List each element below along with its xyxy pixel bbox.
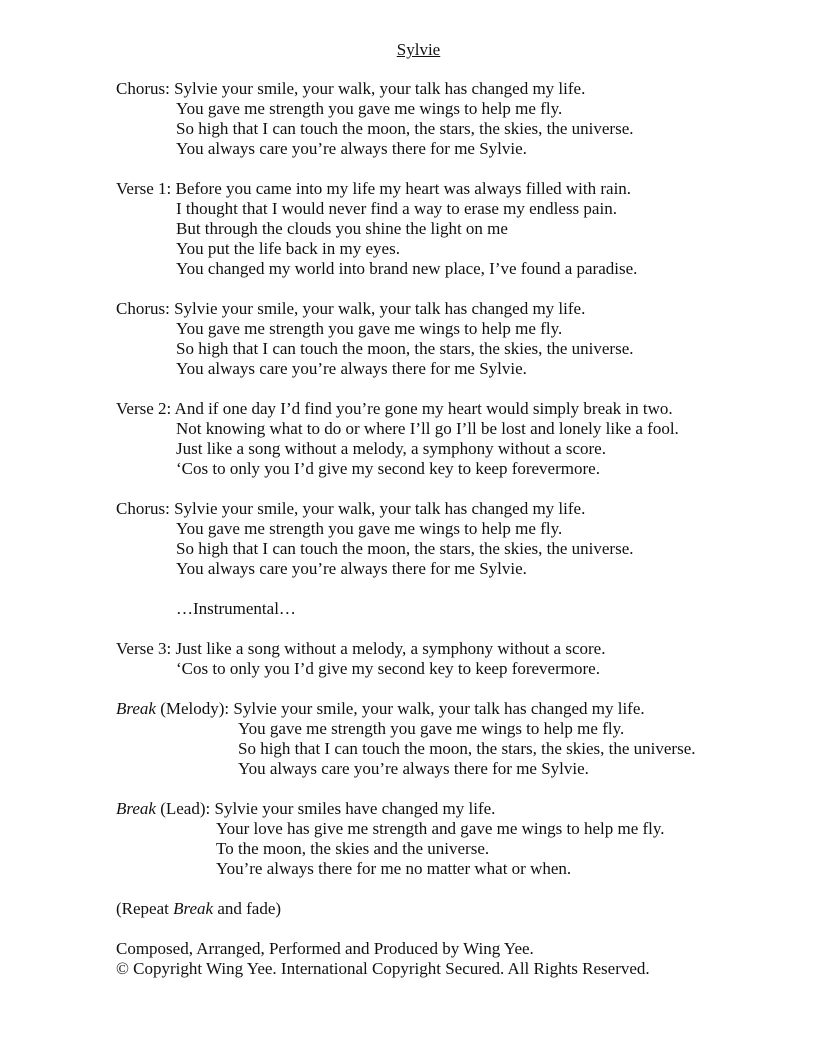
repeat-post: and fade) xyxy=(213,899,282,918)
break-lead-label-rest: (Lead): xyxy=(155,799,215,818)
verse-3-line-2: ‘Cos to only you I’d give my second key to keep forevermore. xyxy=(176,659,600,678)
chorus-line-2: You gave me strength you gave me wings to help me fly. xyxy=(176,319,563,338)
lyrics-body xyxy=(116,79,696,979)
verse-2-line-1 xyxy=(116,399,696,419)
break-melody-line-2: You gave me strength you gave me wings to help me fly. xyxy=(238,719,625,738)
verse-3-line-1 xyxy=(116,639,696,659)
repeat-pre: (Repeat xyxy=(116,899,174,918)
chorus-line-4: You always care you’re always there for me Sylvie. xyxy=(176,559,527,578)
break-melody-text: Sylvie your smile, your walk, your talk has changed my life. xyxy=(233,699,645,718)
chorus-line-3: So high that I can touch the moon, the stars, the skies, the universe. xyxy=(176,339,634,358)
break-lead-line-2: Your love has give me strength and gave me wings to help me fly. xyxy=(216,819,665,838)
break-lead-line-3: To the moon, the skies and the universe. xyxy=(216,839,490,858)
verse-1-line-5: You changed my world into brand new place, I’ve found a paradise. xyxy=(176,259,638,278)
break-lead-label-em: Break xyxy=(116,799,156,818)
verse-3-text: Just like a song without a melody, a symphony without a score. xyxy=(175,639,606,658)
chorus-text: Sylvie your smile, your walk, your talk has changed my life. xyxy=(174,499,586,518)
chorus-line-3: So high that I can touch the moon, the stars, the skies, the universe. xyxy=(176,539,634,558)
chorus-line-4: You always care you’re always there for me Sylvie. xyxy=(176,139,527,158)
verse-2-label: Verse 2: xyxy=(116,399,172,418)
break-melody-section xyxy=(116,699,696,779)
instrumental-text: …Instrumental… xyxy=(176,599,296,618)
verse-2-line-4: ‘Cos to only you I’d give my second key to keep forevermore. xyxy=(176,459,600,478)
chorus-label: Chorus: xyxy=(116,299,170,318)
verse-2-text: And if one day I’d find you’re gone my heart would simply break in two. xyxy=(174,399,673,418)
verse-1-line-4: You put the life back in my eyes. xyxy=(176,239,400,258)
verse-2-line-2: Not knowing what to do or where I’ll go I’ll be lost and lonely like a fool. xyxy=(176,419,679,438)
chorus-line-4: You always care you’re always there for me Sylvie. xyxy=(176,359,527,378)
chorus-line-2: You gave me strength you gave me wings to help me fly. xyxy=(176,519,563,538)
repeat-section xyxy=(116,899,696,919)
break-lead-line-1 xyxy=(116,799,696,819)
chorus-section-1 xyxy=(116,79,696,159)
break-melody-line-4: You always care you’re always there for me Sylvie. xyxy=(238,759,589,778)
verse-1-line-2: I thought that I would never find a way to erase my endless pain. xyxy=(176,199,617,218)
break-melody-line-1 xyxy=(116,699,696,719)
break-melody-label-em: Break xyxy=(116,699,156,718)
chorus-section-2 xyxy=(116,299,696,379)
credits-composed: Composed, Arranged, Performed and Produced by Wing Yee. xyxy=(116,939,534,958)
break-melody-line-3: So high that I can touch the moon, the stars, the skies, the universe. xyxy=(238,739,696,758)
chorus-label: Chorus: xyxy=(116,79,170,98)
chorus-line-1 xyxy=(116,299,696,319)
chorus-label: Chorus: xyxy=(116,499,170,518)
credits xyxy=(116,939,696,979)
verse-1-label: Verse 1: xyxy=(116,179,172,198)
break-lead-line-4: You’re always there for me no matter what or when. xyxy=(216,859,572,878)
verse-2-section xyxy=(116,399,696,479)
verse-3-section xyxy=(116,639,696,679)
break-lead-section xyxy=(116,799,696,879)
verse-3-label: Verse 3: xyxy=(116,639,172,658)
break-lead-text: Sylvie your smiles have changed my life. xyxy=(214,799,496,818)
credits-copyright: © Copyright Wing Yee. International Copyright Secured. All Rights Reserved. xyxy=(116,959,650,978)
verse-1-line-3: But through the clouds you shine the light on me xyxy=(176,219,508,238)
chorus-section-3 xyxy=(116,499,696,579)
repeat-note xyxy=(116,899,696,919)
verse-2-line-3: Just like a song without a melody, a symphony without a score. xyxy=(176,439,606,458)
chorus-text: Sylvie your smile, your walk, your talk has changed my life. xyxy=(174,79,586,98)
chorus-line-3: So high that I can touch the moon, the stars, the skies, the universe. xyxy=(176,119,634,138)
repeat-em: Break xyxy=(173,899,214,918)
instrumental-section xyxy=(116,599,696,619)
verse-1-text: Before you came into my life my heart was always filled with rain. xyxy=(175,179,632,198)
song-title: Sylvie xyxy=(396,40,441,59)
chorus-text: Sylvie your smile, your walk, your talk has changed my life. xyxy=(174,299,586,318)
chorus-line-1 xyxy=(116,499,696,519)
verse-1-section xyxy=(116,179,696,279)
chorus-line-1 xyxy=(116,79,696,99)
break-melody-label-rest: (Melody): xyxy=(155,699,234,718)
chorus-line-2: You gave me strength you gave me wings to help me fly. xyxy=(176,99,563,118)
verse-1-line-1 xyxy=(116,179,696,199)
